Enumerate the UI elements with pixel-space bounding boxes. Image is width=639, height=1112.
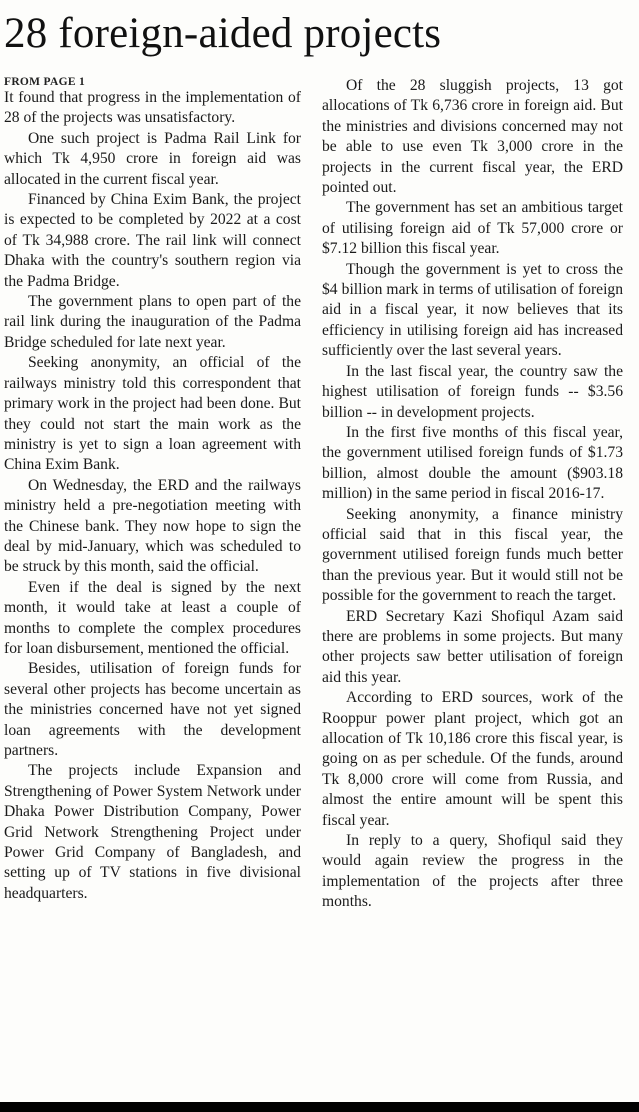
bottom-border — [0, 1102, 639, 1112]
paragraph: ERD Secretary Kazi Shofiqul Azam said there are problems in some projects. But many other projects saw better utilisation of foreign aid this year. — [322, 607, 623, 686]
paragraph: Seeking anonymity, an official of the railways ministry told this correspondent that primary work in the project had been done. But they could not start the main work as the ministry is yet to sign a loan agreement with China Exim Bank. — [4, 354, 301, 474]
dateline: FROM PAGE 1 — [4, 76, 86, 88]
paragraph: Financed by China Exim Bank, the project is expected to be completed by 2022 at a cost of Tk 34,988 crore. The rail link will connect Dhaka with the country's southern region via the Padma Bridge. — [4, 191, 301, 290]
paragraph: One such project is Padma Rail Link for which Tk 4,950 crore in foreign aid was allocated in the current fiscal year. — [4, 129, 301, 188]
paragraph: On Wednesday, the ERD and the railways ministry held a pre-negotiation meeting with the Chinese bank. They now hope to sign the deal by mid-January, which was scheduled to be struck by this month, said the official. — [4, 476, 301, 576]
paragraph: The government has set an ambitious target of utilising foreign aid of Tk 57,000 crore or $7.12 billion this fiscal year. — [322, 199, 623, 258]
paragraph: The projects include Expansion and Strengthening of Power System Network under Dhaka Power Distribution Company, Power Grid Network Strengthening Project under Power Grid Company of Bangladesh, and setting up of TV stations in five divisional headquarters. — [4, 762, 301, 902]
paragraph: Of the 28 sluggish projects, 13 got allocations of Tk 6,736 crore in foreign aid. But the ministries and divisions concerned may not be able to use even Tk 3,000 crore in the projects in the current fiscal year, the ERD pointed out. — [322, 77, 623, 197]
paragraph: According to ERD sources, work of the Rooppur power plant project, which got an allocation of Tk 10,186 crore this fiscal year, is going on as per schedule. Of the funds, around Tk 8,000 crore will come from Russia, and almost the entire amount will be spent this fiscal year. — [322, 689, 623, 829]
headline: 28 foreign-aided projects — [4, 10, 442, 57]
paragraph: Besides, utilisation of foreign funds for several other projects has become uncertain as the ministries concerned have not yet signed loan agreements with the development partners. — [4, 660, 301, 759]
paragraph: It found that progress in the implementation of 28 of the projects was unsatisfactory. — [4, 89, 301, 127]
paragraph: Seeking anonymity, a finance ministry official said that in this fiscal year, the government utilised foreign funds much better than the previous year. But it would still not be possible for the government to reach the target. — [322, 505, 623, 605]
paragraph: Even if the deal is signed by the next month, it would take at least a couple of months to complete the complex procedures for loan disbursement, mentioned the official. — [4, 578, 301, 657]
left-column — [4, 76, 301, 904]
paragraph: In the first five months of this fiscal year, the government utilised foreign funds of $1.73 billion, almost double the amount ($903.18 million) in the same period in fiscal 2016-17. — [322, 423, 623, 503]
right-column — [322, 76, 623, 913]
paragraph: The government plans to open part of the rail link during the inauguration of the Padma Bridge scheduled for late next year. — [4, 293, 301, 351]
paragraph: In reply to a query, Shofiqul said they would again review the progress in the implementation of the projects after three months. — [322, 832, 623, 911]
paragraph: Though the government is yet to cross the $4 billion mark in terms of utilisation of foreign aid in a fiscal year, it now believes that its efficiency in utilising foreign aid has increased sufficiently over the last several years. — [322, 260, 623, 360]
paragraph: In the last fiscal year, the country saw the highest utilisation of foreign funds -- $3.56 billion -- in development projects. — [322, 362, 623, 421]
